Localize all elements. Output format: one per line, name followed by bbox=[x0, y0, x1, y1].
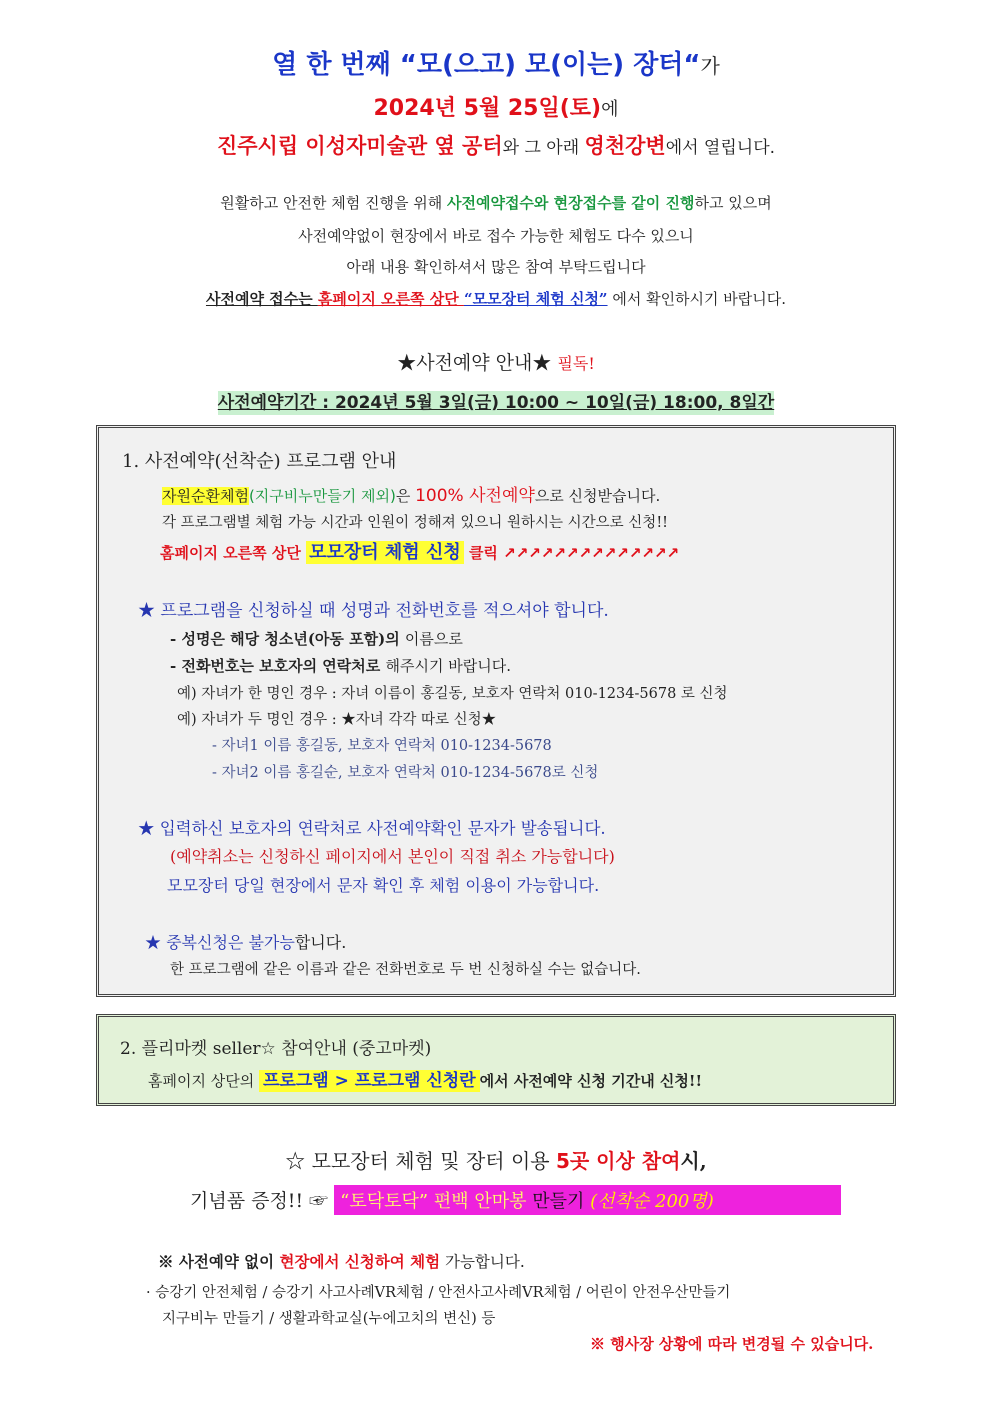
duplicate-title: ★ 중복신청은 불가능 bbox=[145, 933, 295, 952]
example-child-1: - 자녀1 이름 홍길동, 보호자 연락처 010-1234-5678 bbox=[212, 738, 552, 754]
event-title-suffix: 가 bbox=[700, 54, 720, 78]
phone-rule bbox=[170, 655, 511, 676]
section-name-phone-title: ★ 프로그램을 신청하실 때 성명과 전화번호를 적으셔야 합니다. bbox=[138, 601, 609, 621]
intro-reserve-label: 사전예약 접수는 bbox=[205, 290, 318, 308]
phone-rule-a: - 전화번호는 보호자의 연락처로 bbox=[170, 657, 386, 675]
walkin-list-2: 지구비누 만들기 / 생활과학교실(누에고치의 변신) 등 bbox=[162, 1311, 496, 1327]
gift-label: 기념품 증정!! ☞ bbox=[190, 1190, 335, 1212]
event-date-suffix: 에 bbox=[601, 99, 619, 120]
recycle-exclusion: (지구비누만들기 제외) bbox=[248, 487, 396, 505]
box1-line-1 bbox=[162, 481, 660, 506]
event-location-suffix: 에서 열립니다. bbox=[665, 138, 776, 158]
cancel-note: (예약취소는 신청하신 페이지에서 본인이 직접 취소 가능합니다) bbox=[170, 847, 615, 866]
example-two-children: 예) 자녀가 두 명인 경우 : ★자녀 각각 따로 신청★ bbox=[177, 712, 497, 728]
name-rule bbox=[170, 628, 463, 649]
section-name-phone bbox=[138, 596, 609, 621]
name-rule-a: - 성명은 해당 청소년(아동 포함)의 bbox=[170, 630, 405, 648]
event-date bbox=[0, 91, 992, 122]
section-sms: ★ 입력하신 보호자의 연락처로 사전예약확인 문자가 발송됩니다. bbox=[138, 819, 606, 838]
box1-line-3 bbox=[160, 538, 679, 564]
box1-heading: 1. 사전예약(선착순) 프로그램 안내 bbox=[122, 451, 397, 472]
box2-line-a: 홈페이지 상단의 bbox=[148, 1072, 259, 1090]
box1-line-1-end: 으로 신청받습니다. bbox=[534, 487, 661, 505]
box1-line-1-text: 은 bbox=[395, 487, 416, 505]
event-location-mid: 와 그 아래 bbox=[502, 138, 585, 158]
reservation-period-text: 사전예약기간 : 2024년 5월 3일(금) 10:00 ~ 10일(금) 18:00, 8일간 bbox=[217, 393, 775, 413]
intro-line-1 bbox=[0, 192, 992, 213]
intro-text-end: 하고 있으며 bbox=[694, 194, 772, 212]
box1-line-2: 각 프로그램별 체험 가능 시간과 인원이 정해져 있으니 원하시는 시간으로 신청!! bbox=[162, 515, 668, 531]
full-reservation-label: 100% 사전예약 bbox=[415, 486, 535, 506]
homepage-location: 홈페이지 오른쪽 상단 bbox=[160, 544, 307, 562]
duplicate-title-end: 합니다. bbox=[294, 933, 347, 952]
arrow-icons: ↗↗↗↗↗↗↗↗↗↗↗↗↗↗ bbox=[503, 544, 680, 562]
gift-item-limit: (선착순 200명) bbox=[590, 1191, 714, 1212]
event-title bbox=[0, 44, 992, 81]
intro-reserve-link[interactable]: “모모장터 체험 신청” bbox=[463, 290, 608, 308]
duplicate-note: 한 프로그램에 같은 이름과 같은 전화번호로 두 번 신청하실 수는 없습니다. bbox=[170, 962, 641, 978]
recycle-program-label: 자원순환체험 bbox=[162, 487, 249, 505]
walkin-title-b: 현장에서 신청하여 체험 bbox=[279, 1252, 441, 1271]
gift-line-2 bbox=[190, 1185, 841, 1215]
walkin-title-a: ※ 사전예약 없이 bbox=[158, 1252, 280, 1271]
reservation-period bbox=[0, 388, 992, 413]
example-one-child: 예) 자녀가 한 명인 경우 : 자녀 이름이 홍길동, 보호자 연락처 010-1234-5678 로 신청 bbox=[177, 686, 728, 702]
name-rule-b: 이름으로 bbox=[404, 630, 463, 648]
click-label: 클릭 bbox=[463, 544, 504, 562]
gift-item-name: “토닥토닥” 편백 안마봉 bbox=[340, 1191, 533, 1212]
intro-highlight: 사전예약접수와 현장접수를 같이 진행 bbox=[446, 194, 695, 212]
gift-line-1-text: ☆ 모모장터 체험 및 장터 이용 bbox=[285, 1149, 556, 1173]
gift-item-highlight bbox=[334, 1185, 841, 1215]
must-read-label: 필독! bbox=[557, 354, 595, 373]
walkin-title bbox=[158, 1250, 525, 1272]
intro-line-2: 사전예약없이 현장에서 바로 접수 가능한 체험도 다수 있으니 bbox=[298, 227, 694, 245]
event-location-main: 진주시립 이성자미술관 옆 공터 bbox=[216, 134, 503, 158]
section-duplicate bbox=[145, 930, 346, 953]
intro-reserve-suffix: 에서 확인하시기 바랍니다. bbox=[607, 290, 787, 308]
change-notice: ※ 행사장 상황에 따라 변경될 수 있습니다. bbox=[590, 1335, 874, 1353]
box2-line bbox=[148, 1066, 702, 1091]
gift-condition: 5곳 이상 참여 bbox=[555, 1149, 681, 1173]
reservation-title bbox=[0, 348, 992, 375]
reservation-title-text: ★사전예약 안내★ bbox=[397, 352, 558, 374]
box2-heading: 2. 플리마켓 seller☆ 참여안내 (중고마켓) bbox=[120, 1039, 432, 1059]
momo-apply-link[interactable]: 모모장터 체험 신청 bbox=[306, 541, 464, 564]
phone-rule-b: 해주시기 바랍니다. bbox=[385, 657, 511, 675]
event-date-value: 2024년 5월 25일(토) bbox=[373, 96, 602, 121]
intro-line-4 bbox=[0, 288, 992, 309]
intro-line-3: 아래 내용 확인하셔서 많은 참여 부탁드립니다 bbox=[346, 258, 646, 276]
box2-line-c: 에서 사전예약 신청 기간내 신청!! bbox=[479, 1072, 703, 1090]
gift-line-1-end: 시, bbox=[680, 1149, 707, 1173]
gift-item-make: 만들기 bbox=[532, 1191, 591, 1212]
sms-check-note: 모모장터 당일 현장에서 문자 확인 후 체험 이용이 가능합니다. bbox=[167, 876, 600, 895]
example-child-2: - 자녀2 이름 홍길순, 보호자 연락처 010-1234-5678로 신청 bbox=[212, 765, 599, 781]
gift-line-1 bbox=[0, 1145, 992, 1174]
event-location bbox=[0, 130, 992, 160]
flea-market-box bbox=[96, 1014, 896, 1106]
walkin-title-c: 가능합니다. bbox=[440, 1253, 525, 1271]
walkin-list-1: · 승강기 안전체험 / 승강기 사고사례VR체험 / 안전사고사례VR체험 / 어린이 안전우산만들기 bbox=[146, 1285, 731, 1301]
intro-reserve-location: 홈페이지 오른쪽 상단 bbox=[317, 290, 464, 308]
program-apply-link[interactable]: 프로그램 > 프로그램 신청란 bbox=[259, 1070, 480, 1092]
event-title-main: 열 한 번째 “모(으고) 모(이는) 장터“ bbox=[272, 50, 701, 80]
event-location-river: 영천강변 bbox=[584, 134, 666, 158]
intro-text: 원활하고 안전한 체험 진행을 위해 bbox=[220, 194, 447, 212]
